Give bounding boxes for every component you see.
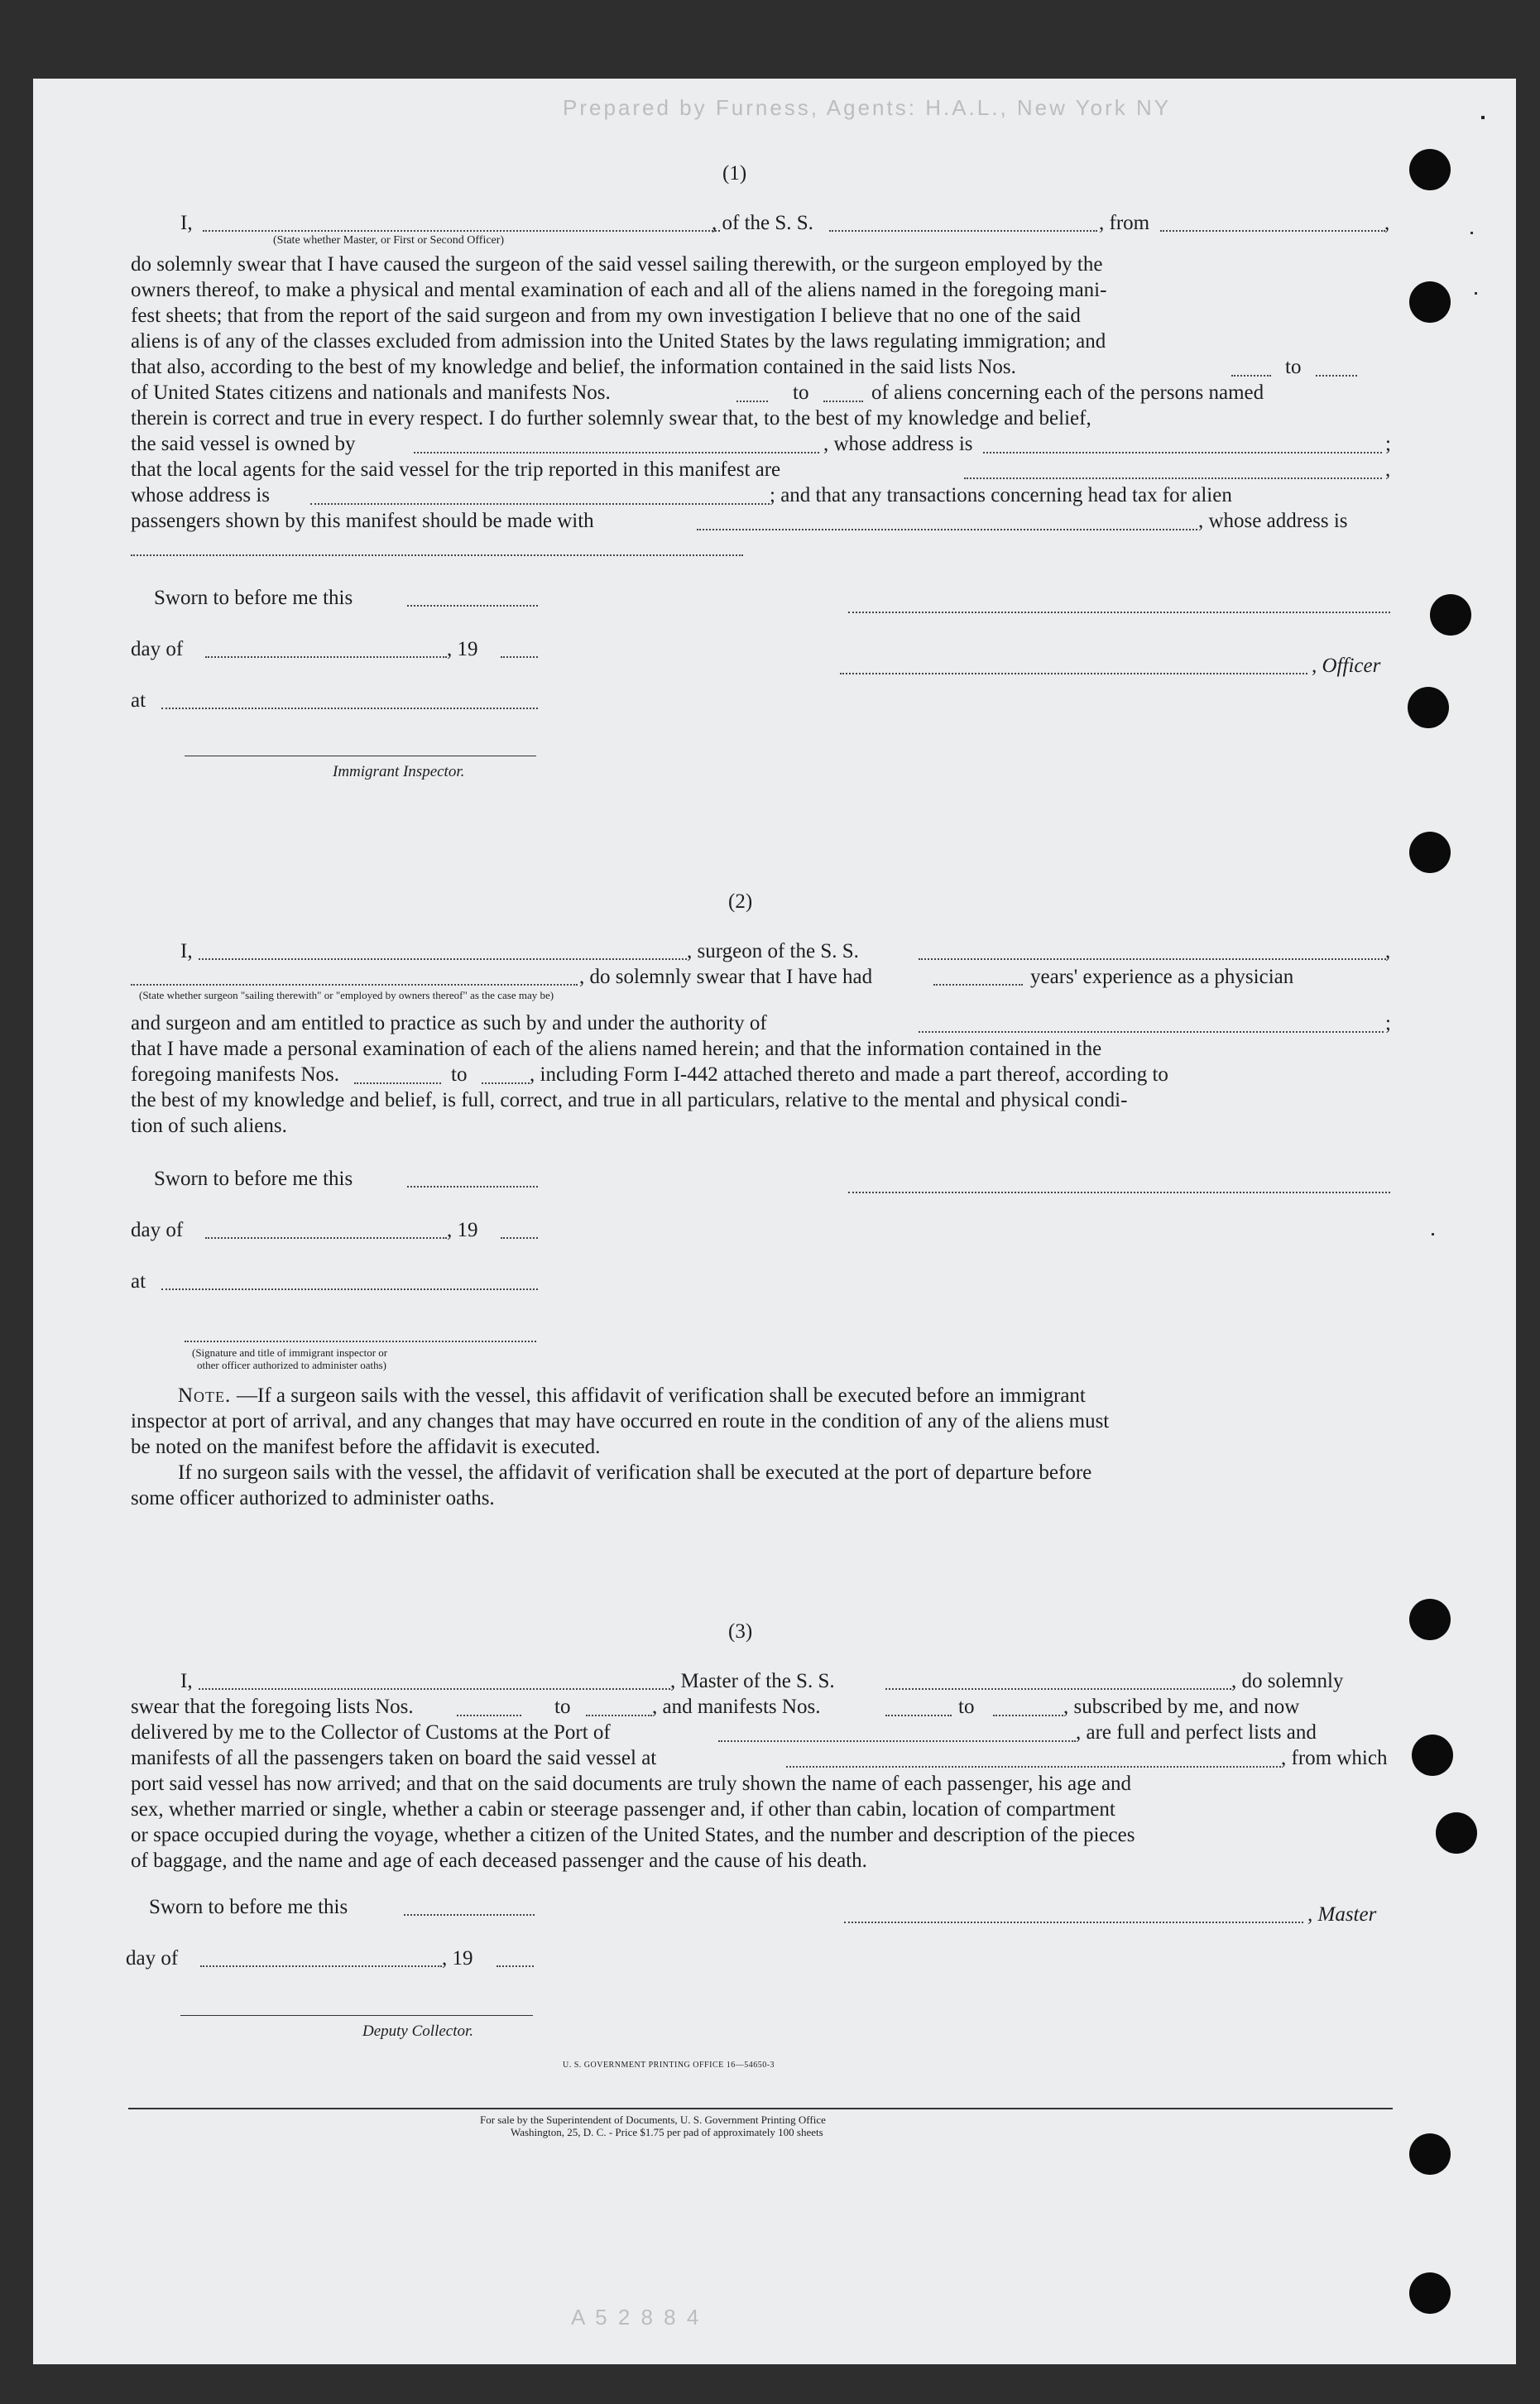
gpo-imprint: U. S. GOVERNMENT PRINTING OFFICE 16—54650-3 [563,2061,775,2070]
s3-line-8: of baggage, and the name and age of each deceased passenger and the cause of his death. [131,1850,867,1872]
s3-collector-signature-line[interactable] [180,2015,533,2016]
section-2-number: (2) [728,890,753,913]
s3-manifests-to-field[interactable] [993,1715,1063,1716]
s1-line-3: fest sheets; that from the report of the said surgeon and from my own investigation I believe that no one of the said [131,305,1081,327]
s2-caption: (State whether surgeon "sailing therewith" or "employed by owners thereof" as the case may be) [139,989,554,1001]
section-1-number: (1) [722,162,747,185]
footer-line-2: Washington, 25, D. C. - Price $1.75 per pad of approximately 100 sheets [511,2126,823,2138]
note-p2-line-1: If no surgeon sails with the vessel, the affidavit of verification shall be executed at the port of departure before [178,1461,1092,1484]
s2-line-7: tion of such aliens. [131,1115,287,1137]
punch-hole-6 [1409,1599,1451,1640]
s1-line-2: owners thereof, to make a physical and mental examination of each and all of the aliens named in the foregoing mani- [131,279,1107,301]
s1-vessel-field[interactable] [829,230,1097,232]
s3-sworn-field[interactable] [404,1914,535,1916]
s2-authority-field[interactable] [919,1031,1384,1033]
s3-line-5: port said vessel has now arrived; and that on the said documents are truly shown the name of each passenger, his age and [131,1773,1132,1795]
s1-manifests-to-field[interactable] [823,401,863,402]
s1-agents-field[interactable] [964,477,1382,479]
s1-line-1: do solemnly swear that I have caused the surgeon of the said vessel sailing therewith, or the surgeon employed by the [131,253,1103,276]
s2-surgeon-signature-line[interactable] [848,1192,1390,1193]
s3-master-signature-field[interactable] [844,1922,1303,1923]
s3-manifests-from-field[interactable] [885,1715,952,1716]
s2-manifests-to-field[interactable] [482,1082,530,1084]
header-stamp: Prepared by Furness, Agents: H.A.L., New York NY [563,95,1172,120]
s1-line-8: the said vessel is owned by [131,433,356,455]
s1-from: , from [1099,212,1150,234]
s1-head-tax-field[interactable] [697,529,1197,530]
s1-sworn: Sworn to before me this [154,587,353,609]
s2-day-field[interactable] [205,1237,447,1239]
s3-departure-port-field[interactable] [786,1766,1281,1768]
s3-i: I, [180,1670,193,1692]
s1-i: I, [180,212,193,234]
s2-line-4: that I have made a personal examination of each of the aliens named herein; and that the information contained in the [131,1038,1102,1060]
s1-manifests-from-field[interactable] [736,401,768,402]
s2-vessel-field[interactable] [919,958,1386,960]
document-sheet: Prepared by Furness, Agents: H.A.L., New York NY A 5 2 8 8 4 (1) I, , of the S. S. , from , (State whether Master, or First or Second Officer) do solemnly swear that I have caused the surgeon of the said vessel sailing therewith, or the surgeon employed by the owners thereof, to make a physical and mental examination of each and all of the aliens named in the foregoing mani- fest sheets; that from the report of the said surgeon and from my own investigation I believe that no one of the said aliens is of any of the classes excluded from admission into the United States by the laws regulating immigration; and that also, according to the best of my knowledge and belief, the information contained in the said lists Nos. to of United States citizens and nationals and manifests Nos. to of aliens concerning each of the persons named therein is correct and true in every respect. I do further solemnly swear that, to the best of my knowledge and belief, the said vessel is owned by , whose address is ; that the local agents for the said vessel for the trip reported in this manifest are , whose address is ; and that any transactions concerning head tax for alien passengers shown by this manifest should be made with , whose address is Sworn to before me this day of , 19 , Officer at Immigrant Inspector. (2) I, , surgeon of the S. S. , , do solemnly swear that I have had years' experience as a physician (State whether surgeon "sailing therewith" or "employed by owners thereof" as the case may be) and surgeon and am entitled to practice as such by and under the authority of ; that I have made a personal examination of each of the aliens named herein; and that the information contained in the foregoing manifests Nos. to , including Form I-442 attached thereto and made a part thereof, according to the best of my knowledge and belief, is full, correct, and true in all particulars, relative to the mental and physical condi- tion of such aliens. Sworn to before me this day of , 19 at (Signature and title of immigrant inspector or other officer authorized to administer oaths) Note. —If a surgeon sails with the vessel, this affidavit of verification shall be executed before an immigrant inspector at port of arrival, and any changes that may have occurred en route in the condition of any of the aliens must be noted on the manifest before the affidavit is executed. If no surgeon sails with the vessel, the affidavit of verification shall be executed at the port of departure before some officer authorized to administer oaths. (3) I, , Master of the S. S. , do solemnly swear that the foregoing lists Nos. to , and manifests Nos. to , subscribed by me, and now delivered by me to the Collector of Customs at the Port of , are full and perfect lists and manifests of all the passengers taken on board the said vessel at , from which port said vessel has now arrived; and that on the said documents are truly shown the name of each passenger, his age and sex, whether married or single, whether a cabin or steerage passenger and, if other than cabin, location of compartment or space occupied during the voyage, whether a citizen of the United States, and the number and description of the pieces of baggage, and the name and age of each deceased passenger and the cause of his death. Sworn to before me this , Master day of , 19 Deputy Collector. U. S. GOVERNMENT PRINTING OFFICE 16—54650-3 For sale by the Superintendent of Documents, U. S. Government Printing Office Washington, 25, D. C. - Price $1.75 per pad of approximately 100 sheets [33,79,1516,2364]
s2-sworn-field[interactable] [407,1186,538,1188]
s1-from-field[interactable] [1160,230,1385,232]
footer-rule [128,2108,1393,2109]
s1-officer-label: , Officer [1312,655,1381,677]
note-p2-line-2: some officer authorized to administer oaths. [131,1487,495,1509]
note-label: Note. [178,1384,232,1407]
s1-line-10: whose address is [131,484,271,506]
s3-collector-caption: Deputy Collector. [362,2023,474,2040]
punch-hole-5 [1409,832,1451,873]
s1-owner-address-field[interactable] [983,452,1382,453]
s1-sworn-field[interactable] [407,605,538,607]
note-p1-first: —If a surgeon sails with the vessel, this affidavit of verification shall be executed before an immigrant [237,1384,1086,1407]
s1-officer-field[interactable] [840,673,1307,674]
punch-hole-10 [1409,2272,1451,2314]
punch-hole-9 [1409,2133,1451,2175]
note-p1-line-3: be noted on the manifest before the affidavit is executed. [131,1436,601,1458]
s2-at-field[interactable] [161,1288,538,1290]
s1-line-4: aliens is of any of the classes excluded from admission into the United States by the laws regulating immigration; and [131,330,1106,353]
s3-vessel-field[interactable] [885,1688,1231,1690]
s3-port-field[interactable] [718,1740,1076,1742]
s2-line-3: and surgeon and am entitled to practice as such by and under the authority of [131,1012,767,1034]
section-3-number: (3) [728,1620,753,1643]
footer-line-1: For sale by the Superintendent of Documents, U. S. Government Printing Office [480,2114,826,2126]
s3-day-field[interactable] [200,1965,442,1967]
note-p1-line-2: inspector at port of arrival, and any changes that may have occurred en route in the condition of any of the aliens must [131,1410,1110,1432]
s1-officer-signature-line[interactable] [848,612,1390,613]
s1-agents-address-field[interactable] [310,503,770,505]
s1-line-9: that the local agents for the said vessel for the trip reported in this manifest are [131,458,781,481]
punch-hole-3 [1430,594,1471,636]
s1-line-11: passengers shown by this manifest should be made with [131,510,594,532]
s1-inspector-caption: Immigrant Inspector. [333,763,465,780]
s1-at-field[interactable] [161,708,538,709]
s2-day-of: day of [131,1219,184,1241]
s3-sworn: Sworn to before me this [149,1896,348,1918]
s2-surgeon-type-field[interactable] [131,984,578,986]
s3-lists-to-field[interactable] [586,1715,652,1716]
s1-lists-to-field[interactable] [1316,375,1357,377]
s1-of-ss: , of the S. S. [712,212,813,234]
s3-year-field[interactable] [497,1965,534,1967]
s1-at: at [131,689,146,712]
s1-head-tax-address-field[interactable] [131,554,743,556]
s3-name-field[interactable] [199,1688,670,1690]
s2-i: I, [180,940,193,962]
s1-year-field[interactable] [501,656,538,658]
punch-hole-7 [1412,1735,1453,1776]
s2-line-6: the best of my knowledge and belief, is full, correct, and true in all particulars, relative to the mental and physical condi- [131,1089,1128,1111]
s2-sig-caption-2: other officer authorized to administer oaths) [197,1359,386,1371]
s3-line-3: delivered by me to the Collector of Customs at the Port of [131,1721,611,1744]
s3-master-label: , Master [1307,1903,1377,1926]
s2-sig-caption-1: (Signature and title of immigrant inspector or [192,1346,388,1359]
s1-line-6: of United States citizens and nationals and manifests Nos. [131,381,611,404]
s1-day-field[interactable] [205,656,447,658]
s1-line-5: that also, according to the best of my knowledge and belief, the information contained in the said lists Nos. [131,356,1016,378]
s1-day-of: day of [131,638,184,660]
s3-lists-from-field[interactable] [457,1715,521,1716]
s2-year-field[interactable] [501,1237,538,1239]
s1-owner-field[interactable] [414,452,819,453]
s3-line-7: or space occupied during the voyage, whether a citizen of the United States, and the number and description of the pieces [131,1824,1135,1846]
s3-day-of: day of [126,1947,179,1970]
s2-name-field[interactable] [199,958,687,960]
s1-name-field[interactable] [203,230,720,232]
s3-line-4: manifests of all the passengers taken on board the said vessel at [131,1747,657,1769]
s2-line-5: foregoing manifests Nos. [131,1063,340,1086]
punch-hole-4 [1408,687,1449,728]
s3-line-2: swear that the foregoing lists Nos. [131,1696,414,1718]
s2-manifests-from-field[interactable] [354,1082,441,1084]
punch-hole-1 [1409,149,1451,190]
s2-years-field[interactable] [933,984,1023,986]
s2-at: at [131,1270,146,1293]
s1-line-7: therein is correct and true in every respect. I do further solemnly swear that, to the best of my knowledge and belief, [131,407,1091,429]
s1-caption: (State whether Master, or First or Second Officer) [273,234,505,247]
bottom-stamp: A 5 2 8 8 4 [571,2305,702,2330]
punch-hole-8 [1436,1812,1477,1854]
punch-hole-2 [1409,281,1451,323]
s1-lists-from-field[interactable] [1231,375,1271,377]
s3-line-6: sex, whether married or single, whether a cabin or steerage passenger and, if other than cabin, location of compartment [131,1798,1115,1821]
s2-inspector-signature-line[interactable] [185,1341,536,1342]
s2-sworn: Sworn to before me this [154,1168,353,1190]
